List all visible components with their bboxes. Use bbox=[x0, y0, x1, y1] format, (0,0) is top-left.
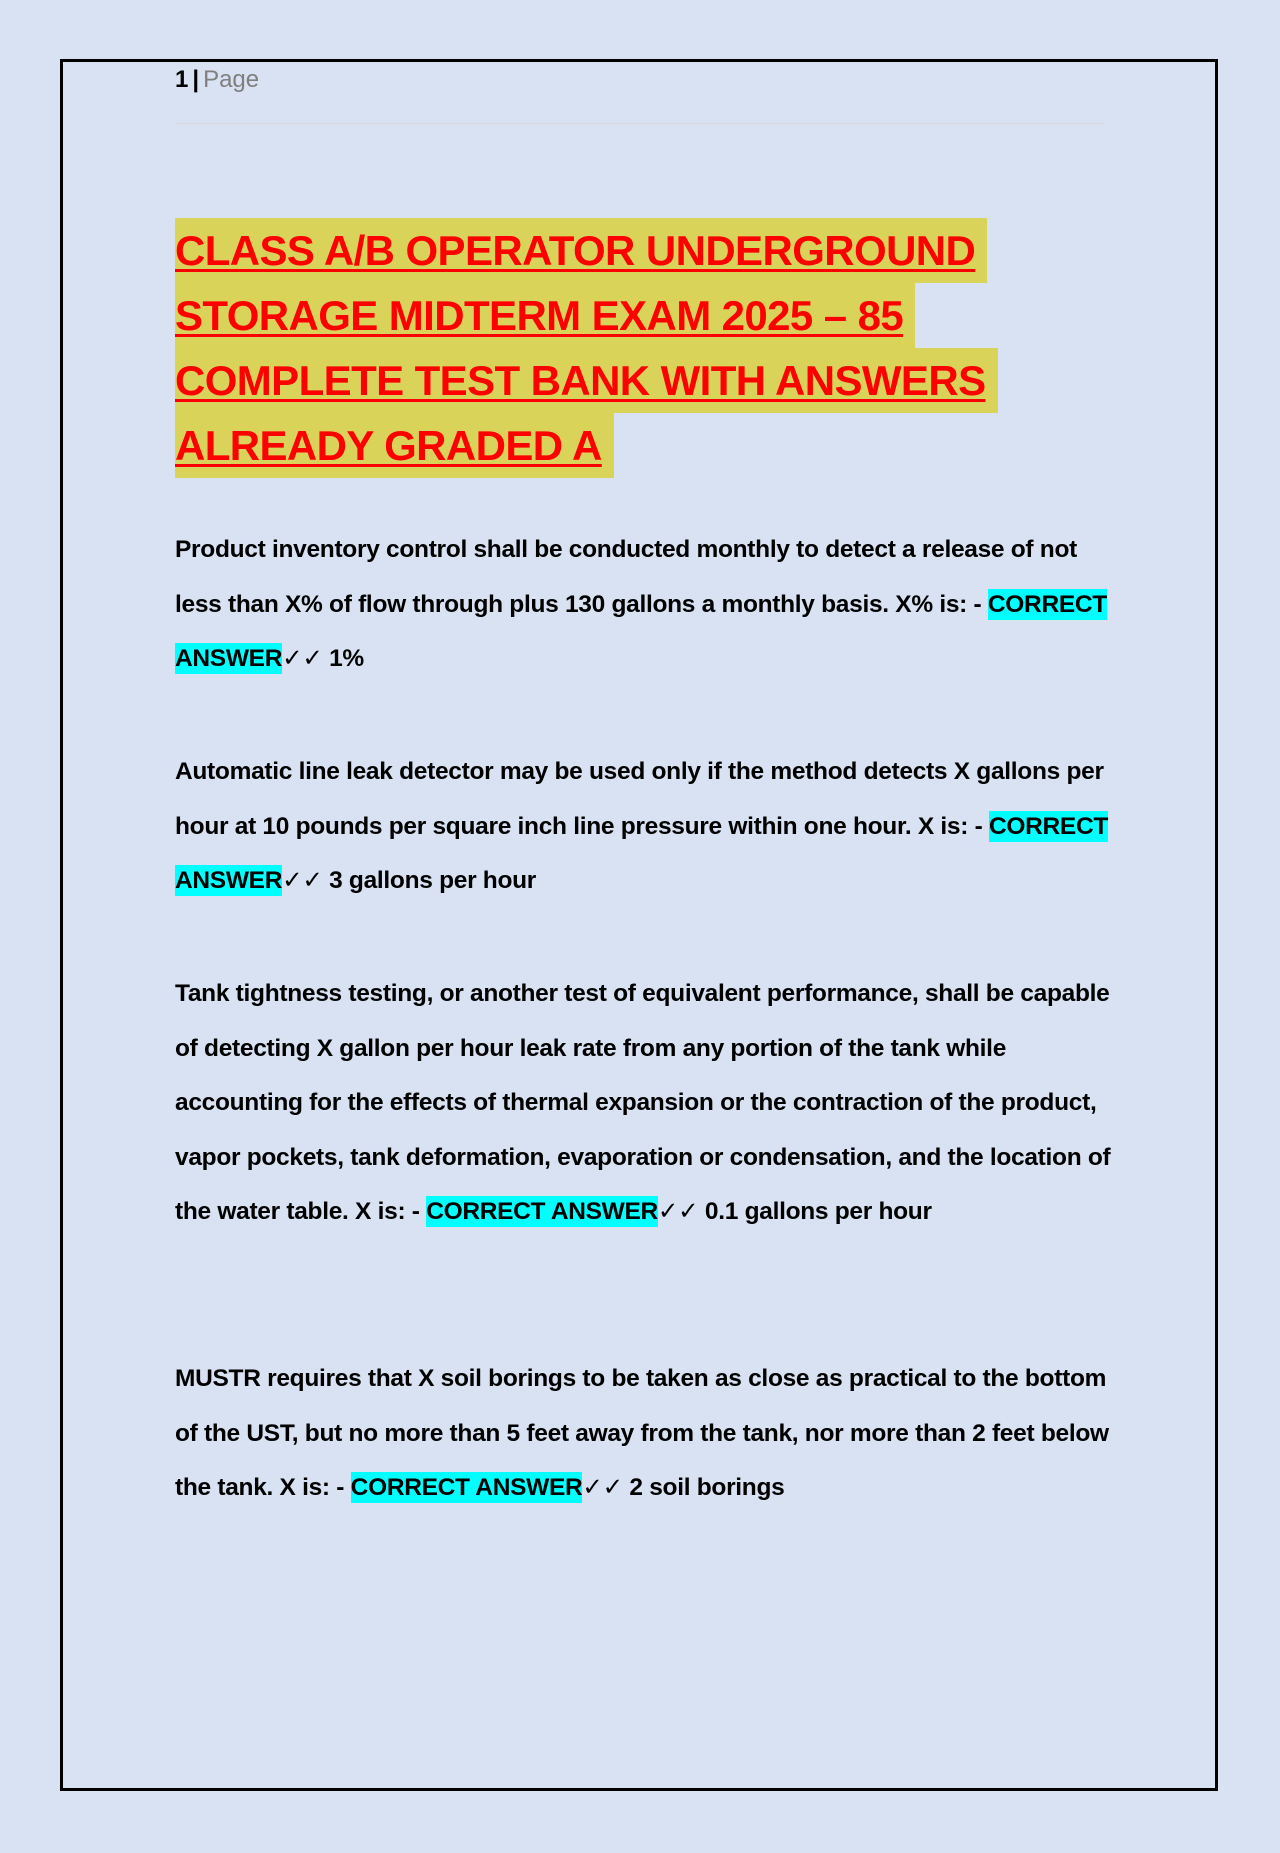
answer-text: 1% bbox=[329, 645, 364, 672]
question-item-1 bbox=[175, 523, 1115, 687]
title-line: CLASS A/B OPERATOR UNDERGROUND bbox=[175, 218, 987, 283]
answer-label: CORRECT ANSWER bbox=[426, 1198, 658, 1225]
page-header bbox=[175, 64, 259, 96]
checkmark-icon: ✓✓ bbox=[582, 1474, 623, 1501]
title-line: COMPLETE TEST BANK WITH ANSWERS bbox=[175, 348, 998, 413]
question-text: Automatic line leak detector may be used only if the method detects X gallons per hour at 10 pounds per square inch line pressure within one hour. X is: - bbox=[175, 758, 1104, 840]
header-divider bbox=[175, 123, 1105, 124]
question-item-3 bbox=[175, 967, 1115, 1240]
question-item-2 bbox=[175, 745, 1115, 909]
answer-text: 0.1 gallons per hour bbox=[704, 1198, 932, 1225]
question-text: Tank tightness testing, or another test of equivalent performance, shall be capable of detecting X gallon per hour leak rate from any portion of the tank while accounting for the effects of thermal expansion or the contraction of the product, vapor pockets, tank deformation, evaporation or condensation, and the location of the water table. X is: - bbox=[175, 980, 1111, 1225]
checkmark-icon: ✓✓ bbox=[282, 645, 323, 672]
page-number: 1 bbox=[175, 66, 189, 93]
answer-text: 3 gallons per hour bbox=[329, 867, 537, 894]
answer-text: 2 soil borings bbox=[629, 1474, 785, 1501]
document-title bbox=[175, 218, 1175, 478]
page-label: Page bbox=[203, 66, 260, 93]
answer-label: CORRECT ANSWER bbox=[175, 812, 1109, 894]
question-item-4 bbox=[175, 1352, 1115, 1516]
checkmark-icon: ✓✓ bbox=[282, 867, 323, 894]
answer-label: CORRECT ANSWER bbox=[175, 590, 1107, 672]
checkmark-icon: ✓✓ bbox=[657, 1198, 699, 1225]
title-line: STORAGE MIDTERM EXAM 2025 – 85 bbox=[175, 283, 915, 348]
header-separator: | bbox=[192, 66, 200, 93]
question-text: Product inventory control shall be conducted monthly to detect a release of not less than X% of flow through plus 130 gallons a monthly basis. X% is: - bbox=[175, 536, 1077, 618]
title-line: ALREADY GRADED A bbox=[175, 413, 614, 478]
answer-label: CORRECT ANSWER bbox=[350, 1474, 583, 1501]
question-text: MUSTR requires that X soil borings to be taken as close as practical to the bottom of the UST, but no more than 5 feet away from the tank, nor more than 2 feet below the tank. X is: - bbox=[175, 1365, 1109, 1501]
